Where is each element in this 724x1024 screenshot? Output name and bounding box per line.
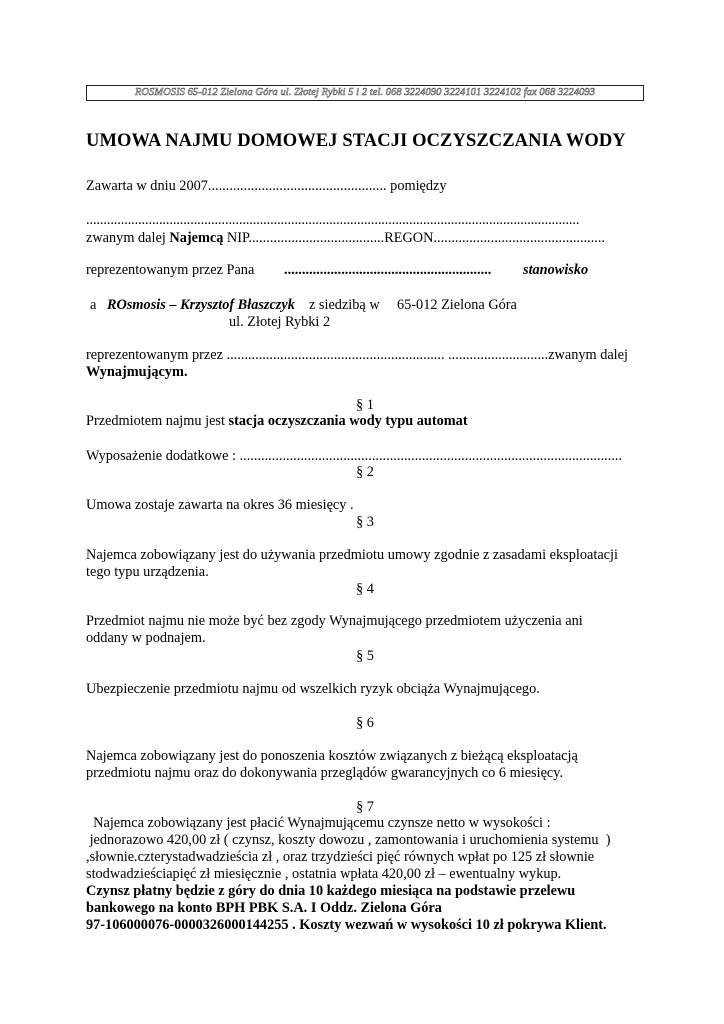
represented-dots: .......................................................... [284, 262, 492, 278]
nip-regon: NIP......................................REGON................................................ [223, 230, 606, 246]
section-4-line-2: oddany w podnajem. [86, 630, 206, 646]
represented2-line: reprezentowanym przez ............................................................. ............................zwanym dalej [86, 347, 628, 363]
payment-terms-line-2: bankowego na konto BPH PBK S.A. I Oddz. Zielona Góra [86, 900, 442, 916]
section-1-prefix: Przedmiotem najmu jest [86, 413, 229, 429]
letterhead-text: ROSMOSIS 65-012 Zielona Góra ul. Złotej Rybki 5 i 2 tel. 068 3224090 3224101 3224102 fax 068 3224093 [134, 87, 596, 98]
section-2-text: Umowa zostaje zawarta na okres 36 miesięcy . [86, 497, 354, 513]
section-3-line-2: tego typu urządzenia. [86, 564, 209, 580]
section-6-line-1: Najemca zobowiązany jest do ponoszenia kosztów związanych z bieżącą eksploatacją [86, 748, 578, 764]
section-1-text [86, 413, 468, 430]
payment-terms-line-3: 97-106000076-0000326000144255 . Koszty wezwań w wysokości 10 zł pokrywa Klient. [86, 917, 607, 933]
position-label: stanowisko [523, 262, 589, 278]
section-4-number: § 4 [356, 581, 374, 597]
section-6-line-2: przedmiotu najmu oraz do dokonywania przeglądów gwarancyjnych co 6 miesięcy. [86, 765, 564, 781]
section-7-line-2: jednorazowo 420,00 zł ( czynsz, koszty dowozu , zamontowania i uruchomienia systemu ) [86, 832, 611, 848]
section-1-subject: stacja oczyszczania wody typu automat [228, 413, 468, 429]
tenant-label: Najemcą [169, 230, 224, 246]
section-6-number: § 6 [356, 715, 374, 731]
date-line: Zawarta w dniu 2007.................................................. pomiędzy [86, 178, 447, 194]
section-1-number: § 1 [356, 397, 374, 413]
represented-label: reprezentowanym przez Pana [86, 262, 255, 278]
section-5-number: § 5 [356, 648, 374, 664]
section-7-line-1: Najemca zobowiązany jest płacić Wynajmującemu czynsze netto w wysokości : [86, 815, 551, 831]
section-4-line-1: Przedmiot najmu nie może być bez zgody Wynajmującego przedmiotem użyczenia ani [86, 613, 583, 629]
payment-terms-line-1: Czynsz płatny będzie z góry do dnia 10 każdego miesiąca na podstawie przelewu [86, 883, 576, 899]
document-title: UMOWA NAJMU DOMOWEJ STACJI OCZYSZCZANIA WODY [86, 131, 626, 151]
called-prefix: zwanym dalej [86, 230, 170, 246]
section-5-text: Ubezpieczenie przedmiotu najmu od wszelkich ryzyk obciąża Wynajmującego. [86, 681, 540, 697]
section-2-number: § 2 [356, 464, 374, 480]
company-name: ROsmosis – Krzysztof Błaszczyk [107, 297, 295, 313]
landlord-label: Wynajmującym. [86, 364, 188, 380]
section-7-line-4: stodwadzieściapięć zł miesięcznie , ostatnia wpłata 420,00 zł – ewentualny wykup. [86, 866, 562, 882]
company-street: ul. Złotej Rybki 2 [229, 314, 331, 330]
section-7-line-3: ,słownie.czterystadwadzieścia zł , oraz trzydzieści pięć równych wpłat po 125 zł słownie [86, 849, 595, 865]
and-label: a [90, 297, 97, 313]
seat-label: z siedzibą w [309, 297, 380, 313]
section-7-number: § 7 [356, 799, 374, 815]
additional-equipment-line: Wyposażenie dodatkowe : ........................................................................................................... [86, 448, 623, 464]
tenant-line [86, 230, 605, 247]
dots-line: .............................................................................................................................................. [86, 212, 580, 228]
section-3-number: § 3 [356, 514, 374, 530]
section-3-line-1: Najemca zobowiązany jest do używania przedmiotu umowy zgodnie z zasadami eksploatacji [86, 547, 618, 563]
letterhead-box [86, 85, 644, 101]
company-city: 65-012 Zielona Góra [397, 297, 517, 313]
